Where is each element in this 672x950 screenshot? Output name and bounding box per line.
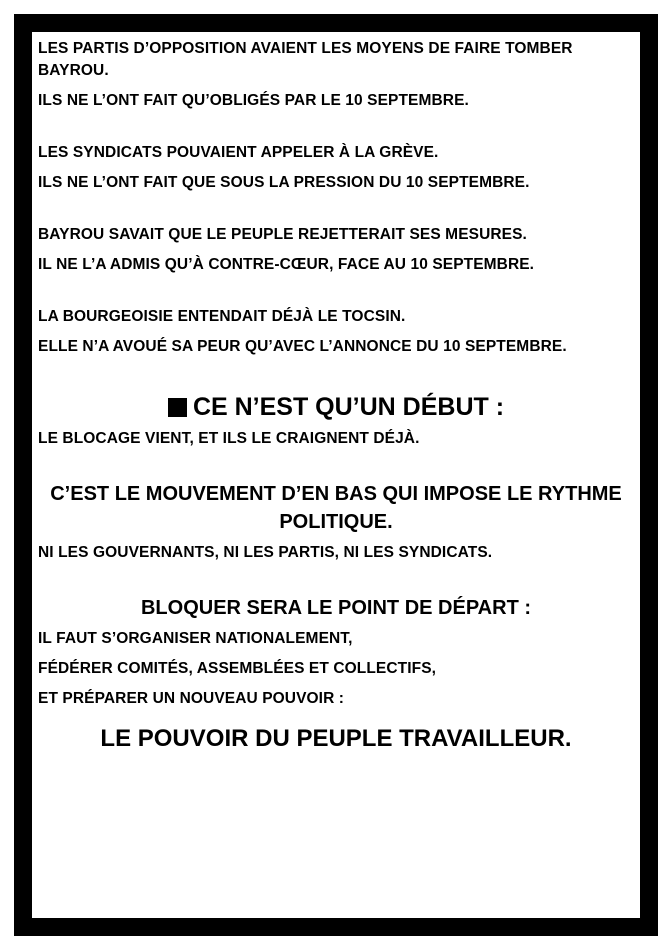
closing-slogan: LE POUVOIR DU PEUPLE TRAVAILLEUR. (100, 725, 572, 752)
section-line: ET PRÉPARER UN NOUVEAU POUVOIR : (38, 690, 345, 707)
section-heading-mouvement: C’EST LE MOUVEMENT D’EN BAS QUI IMPOSE LE RYTHME POLITIQUE. (50, 483, 622, 533)
stanza-line: LA BOURGEOISIE ENTENDAIT DÉJÀ LE TOCSIN. (38, 308, 406, 325)
stanza-opposition (38, 38, 634, 112)
black-square-icon (168, 398, 187, 417)
stanza-line: ILS NE L’ONT FAIT QUE SOUS LA PRESSION DU 10 SEPTEMBRE. (38, 174, 530, 191)
section-line: IL FAUT S’ORGANISER NATIONALEMENT, (38, 630, 353, 647)
stanza-line: LES PARTIS D’OPPOSITION AVAIENT LES MOYENS DE FAIRE TOMBER BAYROU. (38, 40, 573, 79)
stanza-line: IL NE L’A ADMIS QU’À CONTRE-CŒUR, FACE AU 10 SEPTEMBRE. (38, 256, 535, 273)
stanza-line: BAYROU SAVAIT QUE LE PEUPLE REJETTERAIT SES MESURES. (38, 226, 527, 243)
stanza-syndicats (38, 142, 634, 194)
section-line: FÉDÉRER COMITÉS, ASSEMBLÉES ET COLLECTIFS, (38, 660, 437, 677)
stanza-line: LES SYNDICATS POUVAIENT APPELER À LA GRÈVE. (38, 144, 439, 161)
stanza-bayrou (38, 224, 634, 276)
section-heading-bloquer: BLOQUER SERA LE POINT DE DÉPART : (140, 597, 532, 619)
section-body-gouvernants: NI LES GOUVERNANTS, NI LES PARTIS, NI LES SYNDICATS. (38, 544, 493, 561)
stanza-bourgeoisie (38, 306, 634, 358)
stanza-line: ELLE N’A AVOUÉ SA PEUR QU’AVEC L’ANNONCE DU 10 SEPTEMBRE. (38, 338, 567, 355)
heading-text: CE N’EST QU’UN DÉBUT : (192, 393, 505, 421)
section-heading-debut (38, 392, 634, 422)
poster-content (38, 38, 634, 754)
section-body-blocage: LE BLOCAGE VIENT, ET ILS LE CRAIGNENT DÉJÀ. (38, 430, 420, 447)
stanza-line: ILS NE L’ONT FAIT QU’OBLIGÉS PAR LE 10 SEPTEMBRE. (38, 92, 469, 109)
